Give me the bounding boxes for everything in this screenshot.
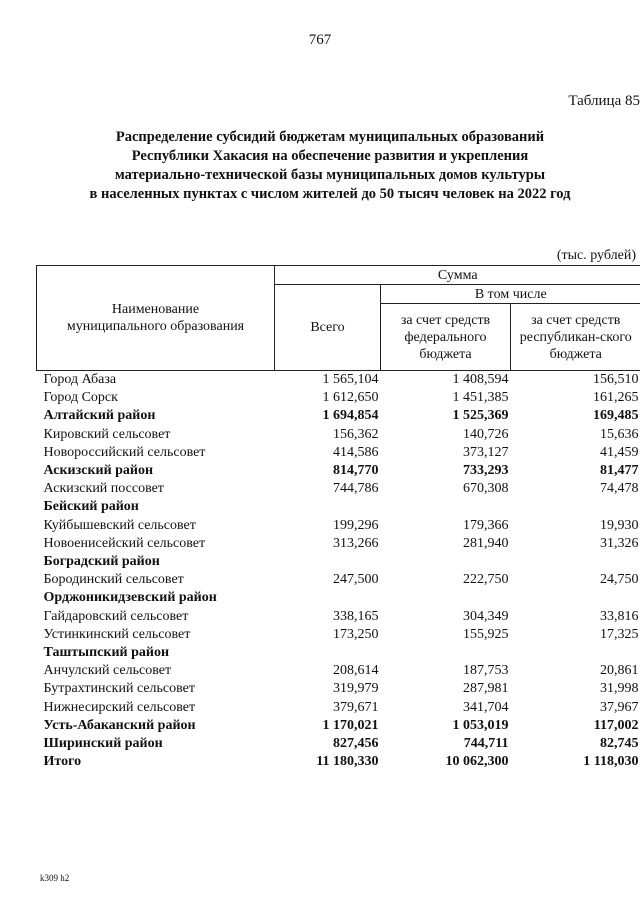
row-name: Бутрахтинский сельсовет [43,681,195,697]
row-name: Итого [43,754,82,770]
row-name: Новоенисейский сельсовет [43,535,206,551]
row-total: 11 180,330 [316,754,379,770]
header-name-line2: муниципального образования [66,319,245,334]
row-name: Усть-Абаканский район [43,717,196,733]
row-federal: 733,293 [463,463,509,479]
row-total: 319,979 [333,681,379,697]
row-total: 414,586 [333,444,379,460]
row-total: 744,786 [333,481,379,497]
row-total: 1 565,104 [322,372,379,387]
table-row [37,608,640,626]
table-row [37,644,640,662]
row-republic: 82,745 [600,736,639,752]
row-name: Кировский сельсовет [43,426,171,442]
row-republic: 31,326 [600,535,639,551]
table-row [37,699,640,717]
row-republic: 81,477 [600,463,639,479]
table-row [37,662,640,680]
row-federal: 1 053,019 [452,717,509,733]
row-republic: 41,459 [600,444,639,460]
row-republic: 15,636 [600,426,639,442]
table-row [37,371,640,390]
row-republic: 33,816 [600,608,639,624]
header-total: Всего [275,285,381,371]
row-federal: 140,726 [463,426,509,442]
table-row [37,680,640,698]
row-total: 827,456 [333,736,379,752]
title-line: в населенных пунктах с числом жителей до 50 тысяч человек на 2022 год [89,186,571,202]
row-federal [381,498,511,516]
header-federal: за счет средств федерального бюджета [381,304,511,371]
table-row [37,553,640,571]
row-total: 814,770 [333,463,379,479]
row-name: Город Абаза [43,372,117,387]
row-republic: 1 118,030 [583,754,639,770]
row-republic [511,589,640,607]
row-republic: 19,930 [600,517,639,533]
row-total: 199,296 [333,517,379,533]
table-body [37,371,640,772]
row-name: Таштыпский район [43,645,170,661]
row-federal: 744,711 [463,736,509,752]
row-name: Город Сорск [43,390,118,406]
row-federal: 373,127 [463,444,509,460]
table-row [37,626,640,644]
table-row [37,498,640,516]
row-federal: 179,366 [463,517,509,533]
row-federal: 281,940 [463,535,509,551]
row-total: 1 612,650 [322,390,379,406]
row-name: Орджоникидзевский район [43,590,217,606]
table-row [37,571,640,589]
row-federal: 10 062,300 [445,754,509,770]
row-republic: 169,485 [593,408,639,424]
row-name: Ширинский район [43,736,163,752]
row-name: Новороссийский сельсовет [43,444,206,460]
row-federal: 1 525,369 [452,408,509,424]
table-label: Таблица 85 [568,93,640,109]
row-name: Аскизский поссовет [43,481,164,497]
document-title [20,128,640,204]
table-row [37,753,640,771]
row-republic: 117,002 [593,717,639,733]
table-row [37,407,640,425]
subsidy-table [36,265,640,771]
table-row [37,535,640,553]
row-name: Гайдаровский сельсовет [43,608,189,624]
row-federal [381,553,511,571]
row-total [275,589,381,607]
table-row [37,426,640,444]
row-federal: 1 451,385 [452,390,509,406]
title-line: Распределение субсидий бюджетам муниципальных образований [115,129,545,145]
table-row [37,444,640,462]
row-total: 156,362 [333,426,379,442]
table-row [37,735,640,753]
row-federal [381,589,511,607]
table-row [37,517,640,535]
row-republic [511,644,640,662]
row-republic [511,553,640,571]
row-republic: 74,478 [600,481,639,497]
row-total: 1 170,021 [322,717,379,733]
header-including: В том числе [381,285,640,304]
row-federal: 287,981 [463,681,509,697]
page-number: 767 [308,32,332,48]
row-total: 1 694,854 [322,408,379,424]
row-republic: 31,998 [600,681,639,697]
header-republic: за счет средств республикан-ского бюджета [511,304,640,371]
row-federal: 304,349 [463,608,509,624]
row-republic: 20,861 [600,663,639,679]
row-name: Устинкинский сельсовет [43,626,191,642]
row-total: 313,266 [333,535,379,551]
row-federal: 670,308 [463,481,509,497]
row-total [275,553,381,571]
title-line: материально-технической базы муниципальных домов культуры [114,167,546,183]
row-federal: 1 408,594 [452,372,509,387]
row-republic: 156,510 [593,372,639,387]
row-republic: 24,750 [600,572,639,588]
row-name: Боградский район [43,554,160,570]
row-total: 338,165 [333,608,379,624]
row-total: 173,250 [333,626,379,642]
row-total: 379,671 [333,699,379,715]
table-row [37,462,640,480]
header-name-line1: Наименование [111,302,200,317]
row-federal: 187,753 [463,663,509,679]
row-republic: 17,325 [600,626,639,642]
row-federal: 155,925 [463,626,509,642]
footer-code: k309 h2 [40,873,70,883]
table-row [37,589,640,607]
row-federal: 341,704 [463,699,509,715]
table-row [37,480,640,498]
row-name: Бородинский сельсовет [43,572,184,588]
table-header [37,266,640,371]
row-federal: 222,750 [463,572,509,588]
row-total [275,498,381,516]
row-republic: 37,967 [600,699,639,715]
row-federal [381,644,511,662]
row-total [275,644,381,662]
row-total: 208,614 [333,663,379,679]
row-name: Аскизский район [43,463,154,479]
row-name: Алтайский район [43,408,156,424]
row-name: Анчулский сельсовет [43,663,172,679]
row-republic: 161,265 [593,390,639,406]
title-line: Республики Хакасия на обеспечение развития и укрепления [131,148,529,164]
row-name: Куйбышевский сельсовет [43,517,196,533]
row-name: Бейский район [43,499,139,515]
table-row [37,389,640,407]
table-row [37,717,640,735]
row-republic [511,498,640,516]
units-label: (тыс. рублей) [556,248,636,263]
row-name: Нижнесирский сельсовет [43,699,196,715]
header-name [37,266,275,371]
row-total: 247,500 [333,572,379,588]
header-sum: Сумма [275,266,640,285]
